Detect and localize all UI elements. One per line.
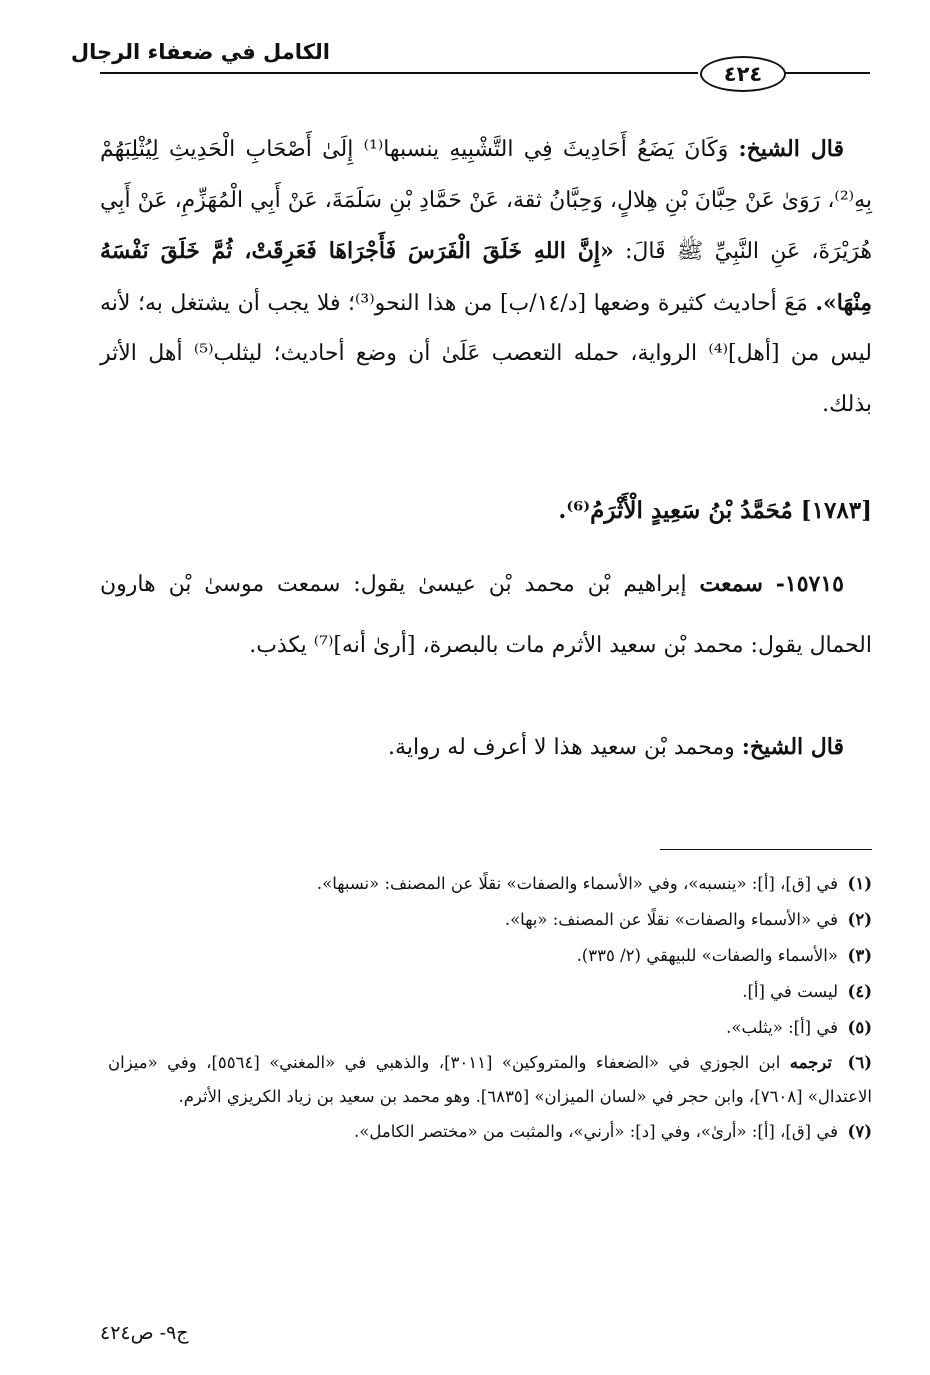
footnote-number: (٤) xyxy=(847,982,872,1001)
footnote xyxy=(108,1046,872,1114)
paragraph-text: وَكَانَ يَضَعُ أَحَادِيثَ فِي التَّشْبِيهِ ينسبها⁽¹⁾ إِلَىٰ أَصْحَابِ الْحَدِيثِ لِيُثْلِبَهُمْ بِهِ⁽²⁾، رَوَىٰ عَنْ حِبَّانَ بْنِ هِلالٍ، وَحِبَّانُ ثقة، عَنْ حَمَّادِ بْنِ سَلَمَةَ، عَنْ أَبِي الْمُهَزِّمِ، عَنْ أَبِي هُرَيْرَةَ، عَنِ النَّبِيِّ ﷺ قَالَ: xyxy=(100,137,872,264)
footnote-number: (٧) xyxy=(847,1122,872,1141)
hadith-text: «إِنَّ اللهِ خَلَقَ الْفَرَسَ فَأَجْرَاهَا فَعَرِقَتْ، ثُمَّ خَلَقَ نَفْسَهُ مِنْهَا». xyxy=(100,238,873,316)
header-rule-left xyxy=(100,72,698,74)
footnote-text: في [ق]، [أ]: «أرىٰ»، وفي [د]: «أرني»، والمثبت من «مختصر الكامل». xyxy=(354,1122,838,1141)
paragraph-shaykh-comment xyxy=(100,722,872,773)
footnote-text: في «الأسماء والصفات» نقلًا عن المصنف: «بها». xyxy=(504,910,838,929)
footnote-number: (٣) xyxy=(847,946,872,965)
footnote xyxy=(108,902,872,938)
footnote xyxy=(108,938,872,974)
footnote-lead: ترجمه xyxy=(789,1053,832,1072)
footnote-text: في [ق]، [أ]: «ينسبه»، وفي «الأسماء والصفات» نقلًا عن المصنف: «نسبها». xyxy=(316,874,838,893)
footnote-separator xyxy=(660,849,872,850)
footnote xyxy=(108,974,872,1010)
volume-page-folio: ج٩- ص٤٢٤ xyxy=(100,1322,189,1344)
footnote-number: (١) xyxy=(847,874,872,893)
footnote-text: في [أ]: «يثلب». xyxy=(726,1018,838,1037)
speaker-label: قال الشيخ: xyxy=(738,136,844,162)
footnote-number: (٥) xyxy=(847,1018,872,1037)
footnote xyxy=(108,866,872,902)
comment-text: ومحمد بْن سعيد هذا لا أعرف له رواية. xyxy=(388,735,735,760)
footnote xyxy=(108,1010,872,1046)
footnote-text: ابن الجوزي في «الضعفاء والمتروكين» [٣٠١١]، والذهبي في «المغني» [٥٥٦٤]، وفي «ميزان الاعتدال» [٧٦٠٨]، وابن حجر في «لسان الميزان» [٦٨٣٥]. وهو محمد بن سعيد بن زياد الكريزي الأثرم. xyxy=(108,1053,872,1106)
narration-text: إبراهيم بْن محمد بْن عيسىٰ يقول: سمعت موسىٰ بْن هارون الحمال يقول: محمد بْن سعيد الأثرم مات بالبصرة، [أرىٰ أنه]⁽⁷⁾ يكذب. xyxy=(100,572,872,658)
footnote-text: «الأسماء والصفات» للبيهقي (٢/ ٣٣٥). xyxy=(576,946,838,965)
page-number-oval: ٤٢٤ xyxy=(700,56,786,92)
footnote-text: ليست في [أ]. xyxy=(742,982,838,1001)
paragraph-narration xyxy=(100,554,872,676)
speaker-label: قال الشيخ: xyxy=(741,734,844,760)
running-title: الكامل في ضعفاء الرجال xyxy=(70,40,330,64)
paragraph-shaykh-statement xyxy=(100,124,872,430)
narration-verb: سمعت xyxy=(699,571,763,597)
header-rule-right xyxy=(784,72,870,74)
footnote-number: (٢) xyxy=(847,910,872,929)
biography-entry-title: [١٧٨٣] مُحَمَّدُ بْنُ سَعِيدٍ الْأَثْرَمُ⁽⁶⁾. xyxy=(558,497,872,524)
footnote-number: (٦) xyxy=(847,1053,872,1072)
narration-number: ١٥٧١٥- xyxy=(775,571,844,597)
paragraph-text-continued: مَعَ أحاديث كثيرة وضعها [د/١٤/ب] من هذا النحو⁽³⁾؛ فلا يجب أن يشتغل به؛ لأنه ليس من [أهل]⁽⁴⁾ الرواية، حمله التعصب عَلَىٰ أن وضع أحاديث؛ ليثلب⁽⁵⁾ أهل الأثر بذلك. xyxy=(100,290,872,417)
footnote xyxy=(108,1114,872,1150)
footnotes xyxy=(108,866,872,1150)
